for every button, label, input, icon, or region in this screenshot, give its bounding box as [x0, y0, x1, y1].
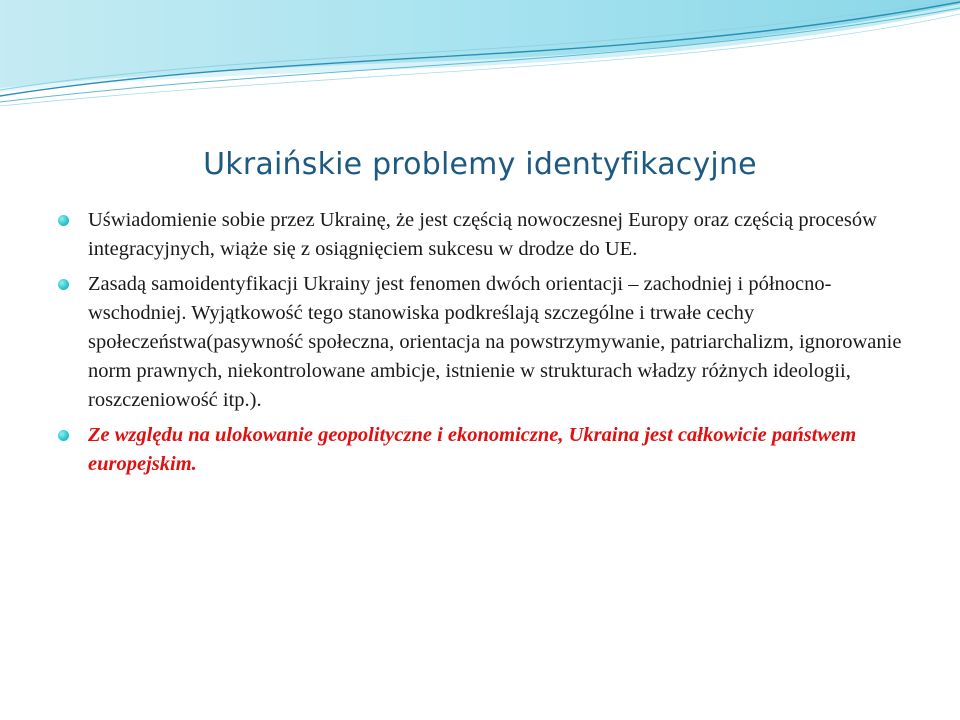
bullet-item-1 [58, 206, 920, 264]
slide-title: Ukraińskie problemy identyfikacyjne [203, 147, 757, 182]
bullet-text: Ze względu na ulokowanie geopolityczne i ekonomiczne, Ukraina jest całkowicie państwem europejskim. [88, 424, 857, 475]
bullet-icon [58, 430, 69, 441]
wave-band-main [0, 0, 960, 88]
bullet-text: Zasadą samoidentyfikacji Ukrainy jest fenomen dwóch orientacji – zachodniej i północno-wschodniej. Wyjątkowość tego stanowiska podkreślają szczególne i trwałe cechy społeczeństwa(pasywność społeczna, orientacja na powstrzymywanie, patriarchalizm, ignorowanie norm prawnych, niekontrolowane ambicje, istnienie w strukturach władzy różnych ideologii, roszczeniowość itp.). [88, 273, 902, 411]
bullet-item-3-emphasis [58, 421, 920, 479]
decorative-wave-banner [0, 0, 960, 120]
bullet-icon [58, 279, 69, 290]
bullet-list [58, 206, 920, 485]
bullet-text: Uświadomienie sobie przez Ukrainę, że jest częścią nowoczesnej Europy oraz częścią procesów integracyjnych, wiąże się z osiągnięciem sukcesu w drodze do UE. [88, 209, 877, 260]
bullet-icon [58, 215, 69, 226]
bullet-item-2 [58, 270, 920, 415]
